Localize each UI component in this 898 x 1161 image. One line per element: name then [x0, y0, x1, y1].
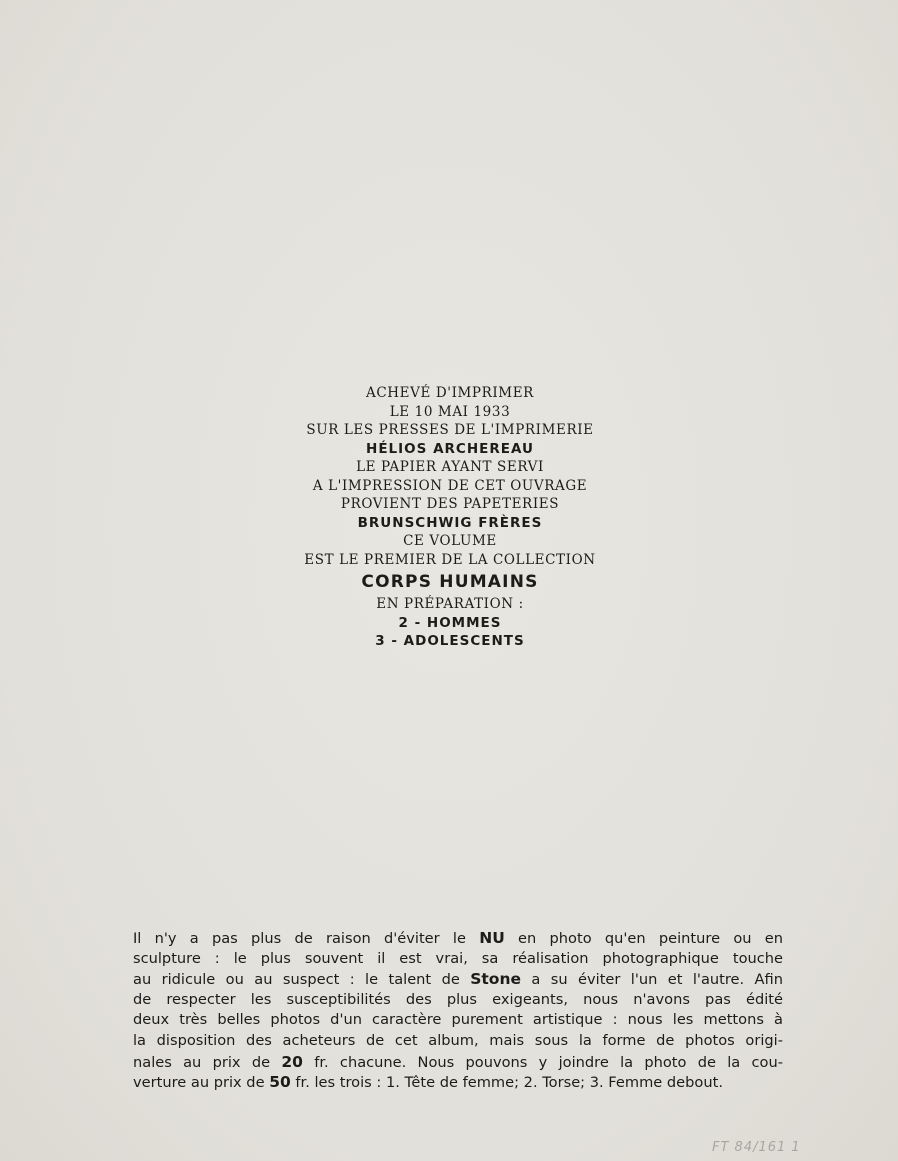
- emphasis: 20: [281, 1052, 303, 1071]
- emphasis: 50: [269, 1073, 291, 1092]
- emphasis: Stone: [470, 970, 521, 989]
- colophon-line: SUR LES PRESSES DE L'IMPRIMERIE: [306, 422, 594, 438]
- colophon-line: EST LE PREMIER DE LA COLLECTION: [304, 551, 596, 568]
- upcoming-volume: 3 - ADOLESCENTS: [375, 633, 525, 649]
- notice-line: de respecter les susceptibilités des plus exigeants, nous n'avons pas édité: [133, 990, 783, 1008]
- notice-line: Il n'y a pas plus de raison d'éviter le NU en photo qu'en peinture ou en: [133, 929, 783, 947]
- printer-name: HÉLIOS ARCHEREAU: [366, 440, 534, 457]
- colophon-line: CE VOLUME: [403, 533, 497, 549]
- archive-pencil-mark: FT 84/161 1: [712, 1140, 801, 1155]
- upcoming-volume: 2 - HOMMES: [398, 614, 502, 631]
- paper-mill-name: BRUNSCHWIG FRÈRES: [357, 514, 543, 531]
- colophon-line: LE PAPIER AYANT SERVI: [356, 459, 544, 475]
- notice-line: au ridicule ou au suspect : le talent de Stone a su éviter l'un et l'autre. Afin: [133, 970, 783, 989]
- notice-line: nales au prix de 20 fr. chacune. Nous pouvons y joindre la photo de la cou-: [133, 1052, 783, 1071]
- colophon: [200, 384, 700, 651]
- collection-title: CORPS HUMAINS: [361, 572, 539, 592]
- colophon-line: EN PRÉPARATION :: [376, 596, 524, 612]
- notice-line: deux très belles photos d'un caractère purement artistique : nous les mettons à: [133, 1011, 783, 1029]
- notice-line: sculpture : le plus souvent il est vrai, sa réalisation photographique touche: [133, 949, 783, 967]
- colophon-line: ACHEVÉ D'IMPRIMER: [366, 385, 534, 401]
- notice-line: la disposition des acheteurs de cet album, mais sous la forme de photos origi-: [133, 1031, 783, 1049]
- colophon-line: A L'IMPRESSION DE CET OUVRAGE: [312, 477, 588, 494]
- colophon-line: PROVIENT DES PAPETERIES: [340, 496, 560, 512]
- notice-paragraph: [133, 928, 783, 1093]
- colophon-line: LE 10 MAI 1933: [389, 403, 511, 420]
- notice-line: verture au prix de 50 fr. les trois : 1. Tête de femme; 2. Torse; 3. Femme debout.: [133, 1073, 723, 1092]
- emphasis: NU: [479, 929, 505, 947]
